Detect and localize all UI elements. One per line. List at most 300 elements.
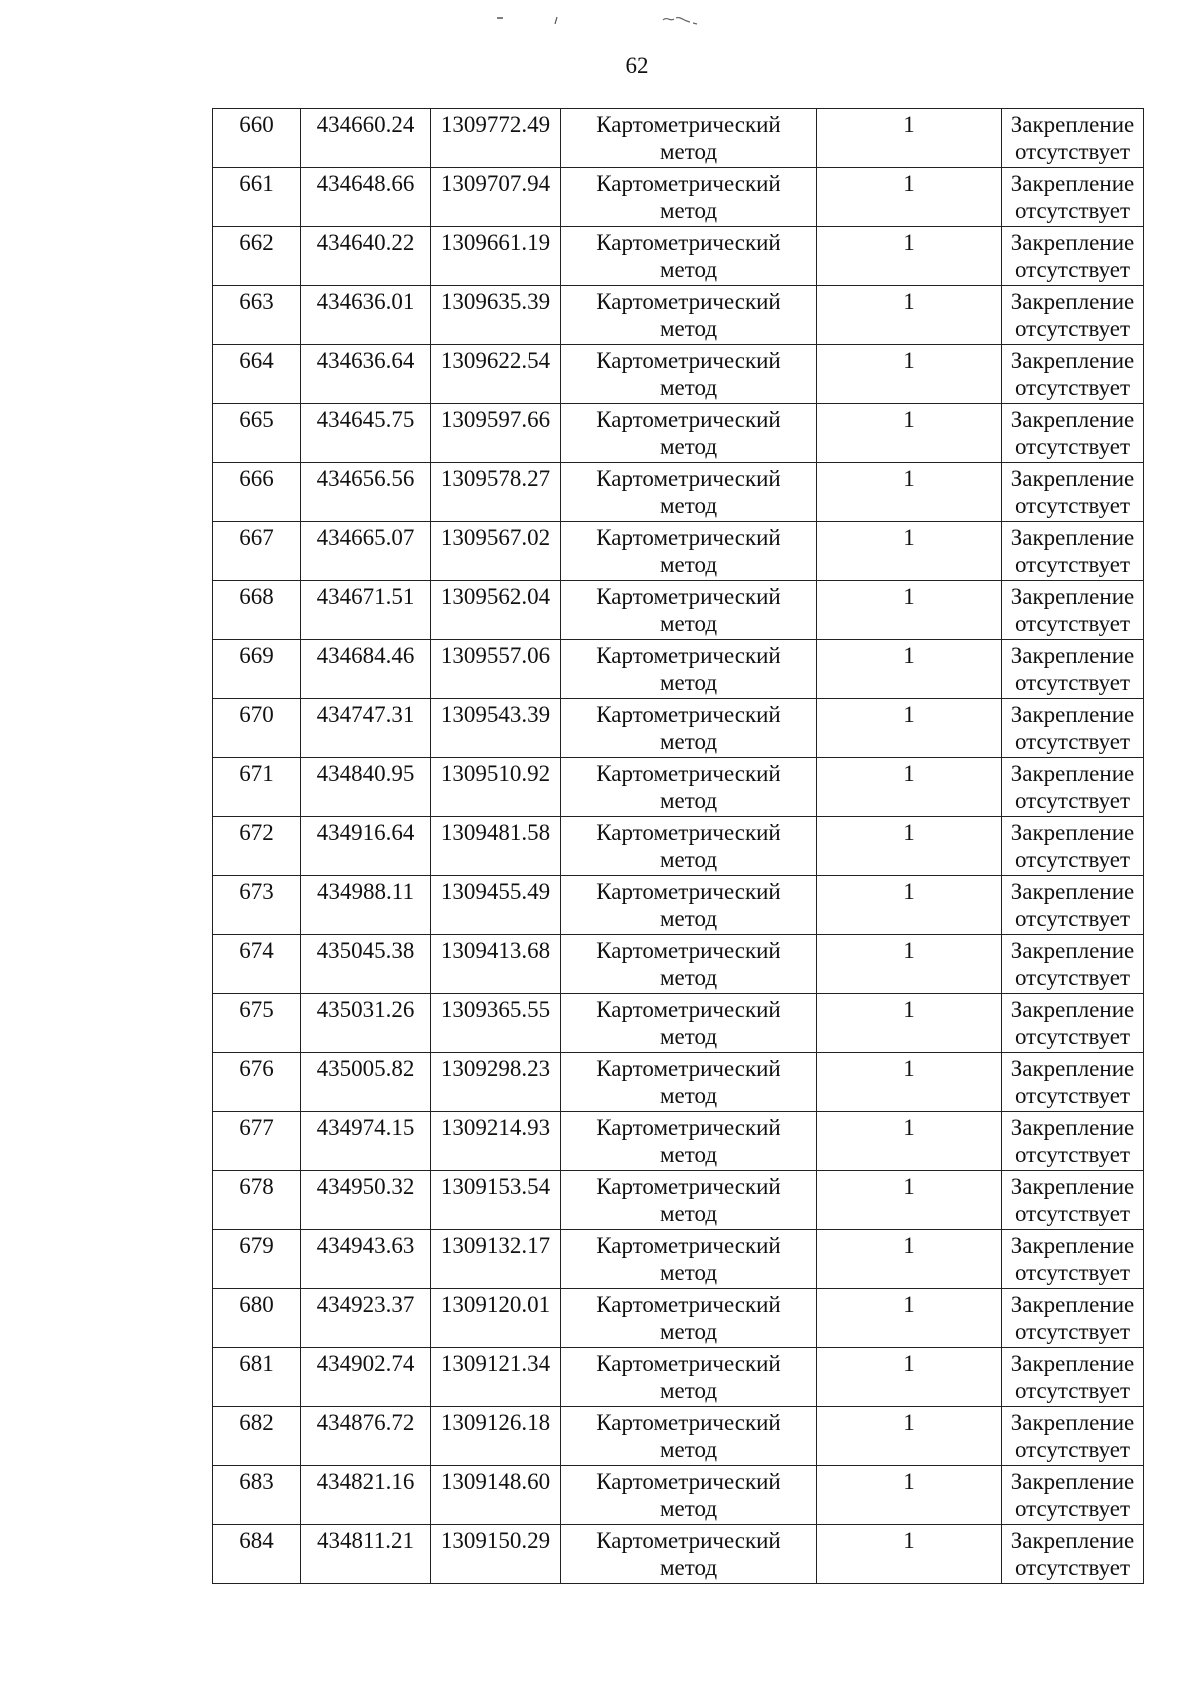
method-cell — [561, 109, 817, 168]
point-number-cell-text: 684 — [239, 1528, 274, 1553]
accuracy-cell — [817, 994, 1002, 1053]
method-cell-text: Картометрический — [596, 938, 781, 963]
method-cell-text: Картометрический — [596, 1351, 781, 1376]
fixation-cell — [1002, 463, 1144, 522]
fixation-cell — [1002, 994, 1144, 1053]
method-cell-text: Картометрический — [596, 525, 781, 550]
point-number-cell-text: 676 — [239, 1056, 274, 1081]
fixation-cell-text: Закрепление — [1010, 1469, 1135, 1494]
fixation-cell — [1002, 876, 1144, 935]
fixation-cell — [1002, 227, 1144, 286]
point-number-cell — [213, 345, 301, 404]
accuracy-cell-text: 1 — [903, 1410, 915, 1435]
method-cell — [561, 994, 817, 1053]
accuracy-cell — [817, 345, 1002, 404]
method-cell-text: Картометрический — [596, 1056, 781, 1081]
point-number-cell-text: 668 — [239, 584, 274, 609]
point-number-cell-text: 663 — [239, 289, 274, 314]
table-row — [213, 699, 1144, 758]
coordinate-x-cell-text: 434640.22 — [316, 230, 415, 255]
accuracy-cell-text: 1 — [903, 466, 915, 491]
point-number-cell — [213, 640, 301, 699]
point-number-cell — [213, 876, 301, 935]
coordinate-y-cell — [431, 227, 561, 286]
accuracy-cell — [817, 1171, 1002, 1230]
table-row — [213, 345, 1144, 404]
method-cell — [561, 286, 817, 345]
method-cell-text: Картометрический — [596, 289, 781, 314]
coordinate-y-cell-text: 1309661.19 — [440, 230, 551, 255]
coordinate-y-cell — [431, 876, 561, 935]
accuracy-cell — [817, 168, 1002, 227]
fixation-cell — [1002, 1289, 1144, 1348]
accuracy-cell-text: 1 — [903, 1351, 915, 1376]
method-cell-text: метод — [659, 316, 718, 341]
point-number-cell — [213, 581, 301, 640]
accuracy-cell-text: 1 — [903, 997, 915, 1022]
coordinate-x-cell — [301, 699, 431, 758]
point-number-cell-text: 683 — [239, 1469, 274, 1494]
method-cell — [561, 1289, 817, 1348]
method-cell — [561, 699, 817, 758]
method-cell — [561, 1053, 817, 1112]
point-number-cell-text: 679 — [239, 1233, 274, 1258]
fixation-cell-text: Закрепление — [1010, 820, 1135, 845]
point-number-cell-text: 667 — [239, 525, 274, 550]
point-number-cell-text: 680 — [239, 1292, 274, 1317]
coordinate-x-cell-text: 434902.74 — [316, 1351, 415, 1376]
coordinate-y-cell — [431, 168, 561, 227]
fixation-cell-text: отсутствует — [1014, 257, 1131, 282]
accuracy-cell — [817, 1112, 1002, 1171]
coordinate-y-cell — [431, 1171, 561, 1230]
coordinate-y-cell-text: 1309153.54 — [440, 1174, 551, 1199]
coordinate-y-cell — [431, 1348, 561, 1407]
coordinate-x-cell — [301, 1053, 431, 1112]
coordinate-x-cell-text: 434923.37 — [316, 1292, 415, 1317]
method-cell-text: метод — [659, 1024, 718, 1049]
coordinate-x-cell — [301, 935, 431, 994]
point-number-cell — [213, 758, 301, 817]
fixation-cell — [1002, 581, 1144, 640]
accuracy-cell-text: 1 — [903, 879, 915, 904]
fixation-cell-text: Закрепление — [1010, 1528, 1135, 1553]
point-number-cell — [213, 1171, 301, 1230]
coordinate-x-cell — [301, 522, 431, 581]
accuracy-cell — [817, 522, 1002, 581]
method-cell — [561, 1407, 817, 1466]
coordinate-x-cell — [301, 1466, 431, 1525]
fixation-cell — [1002, 1525, 1144, 1584]
point-number-cell — [213, 1348, 301, 1407]
method-cell-text: Картометрический — [596, 466, 781, 491]
method-cell-text: Картометрический — [596, 997, 781, 1022]
point-number-cell — [213, 1053, 301, 1112]
accuracy-cell-text: 1 — [903, 1115, 915, 1140]
coordinate-x-cell — [301, 1112, 431, 1171]
point-number-cell-text: 664 — [239, 348, 274, 373]
fixation-cell-text: отсутствует — [1014, 847, 1131, 872]
table-row — [213, 1466, 1144, 1525]
coordinate-x-cell-text: 434656.56 — [316, 466, 415, 491]
fixation-cell — [1002, 345, 1144, 404]
coordinate-y-cell — [431, 994, 561, 1053]
fixation-cell-text: отсутствует — [1014, 788, 1131, 813]
coordinate-y-cell — [431, 1053, 561, 1112]
coordinate-y-cell — [431, 1230, 561, 1289]
accuracy-cell — [817, 1407, 1002, 1466]
coordinate-x-cell-text: 434660.24 — [316, 112, 415, 137]
method-cell-text: Картометрический — [596, 230, 781, 255]
coordinate-x-cell-text: 435005.82 — [316, 1056, 415, 1081]
fixation-cell — [1002, 758, 1144, 817]
fixation-cell-text: Закрепление — [1010, 997, 1135, 1022]
table-row — [213, 168, 1144, 227]
point-number-cell — [213, 1407, 301, 1466]
point-number-cell-text: 674 — [239, 938, 274, 963]
point-number-cell-text: 662 — [239, 230, 274, 255]
table-row — [213, 1053, 1144, 1112]
coordinate-x-cell — [301, 286, 431, 345]
method-cell-text: метод — [659, 139, 718, 164]
coordinate-y-cell-text: 1309148.60 — [440, 1469, 551, 1494]
coordinate-x-cell-text: 434671.51 — [316, 584, 415, 609]
method-cell-text: метод — [659, 729, 718, 754]
fixation-cell-text: Закрепление — [1010, 1056, 1135, 1081]
point-number-cell — [213, 168, 301, 227]
method-cell — [561, 522, 817, 581]
method-cell-text: метод — [659, 1555, 718, 1580]
coordinate-y-cell — [431, 935, 561, 994]
accuracy-cell-text: 1 — [903, 761, 915, 786]
coordinate-x-cell — [301, 109, 431, 168]
method-cell-text: метод — [659, 1142, 718, 1167]
method-cell — [561, 935, 817, 994]
accuracy-cell-text: 1 — [903, 407, 915, 432]
coordinate-x-cell-text: 434950.32 — [316, 1174, 415, 1199]
coordinate-x-cell — [301, 1171, 431, 1230]
point-number-cell — [213, 817, 301, 876]
coordinate-y-cell-text: 1309772.49 — [440, 112, 551, 137]
coordinate-x-cell — [301, 1348, 431, 1407]
coordinate-y-cell-text: 1309413.68 — [440, 938, 551, 963]
coordinate-y-cell-text: 1309635.39 — [440, 289, 551, 314]
coordinate-y-cell-text: 1309543.39 — [440, 702, 551, 727]
method-cell-text: метод — [659, 1083, 718, 1108]
coordinate-x-cell — [301, 404, 431, 463]
method-cell-text: метод — [659, 1378, 718, 1403]
coordinate-y-cell — [431, 581, 561, 640]
accuracy-cell — [817, 1348, 1002, 1407]
point-number-cell — [213, 227, 301, 286]
coordinate-x-cell-text: 434645.75 — [316, 407, 415, 432]
point-number-cell-text: 673 — [239, 879, 274, 904]
method-cell-text: метод — [659, 1201, 718, 1226]
fixation-cell-text: Закрепление — [1010, 1174, 1135, 1199]
coordinate-y-cell — [431, 1466, 561, 1525]
method-cell — [561, 876, 817, 935]
table-row — [213, 1525, 1144, 1584]
coordinate-y-cell-text: 1309150.29 — [440, 1528, 551, 1553]
accuracy-cell — [817, 581, 1002, 640]
coordinate-x-cell-text: 434988.11 — [317, 879, 414, 904]
method-cell — [561, 404, 817, 463]
coordinate-x-cell — [301, 1289, 431, 1348]
accuracy-cell-text: 1 — [903, 702, 915, 727]
method-cell — [561, 1525, 817, 1584]
method-cell-text: метод — [659, 375, 718, 400]
fixation-cell — [1002, 640, 1144, 699]
coordinate-y-cell — [431, 404, 561, 463]
coordinate-x-cell-text: 434811.21 — [317, 1528, 414, 1553]
method-cell — [561, 581, 817, 640]
method-cell-text: Картометрический — [596, 348, 781, 373]
coordinate-x-cell — [301, 581, 431, 640]
point-number-cell-text: 681 — [239, 1351, 274, 1376]
method-cell-text: метод — [659, 847, 718, 872]
fixation-cell-text: отсутствует — [1014, 1201, 1131, 1226]
method-cell-text: Картометрический — [596, 879, 781, 904]
accuracy-cell — [817, 1289, 1002, 1348]
fixation-cell — [1002, 817, 1144, 876]
coordinate-x-cell-text: 434974.15 — [316, 1115, 415, 1140]
coordinate-x-cell — [301, 817, 431, 876]
table-row — [213, 1289, 1144, 1348]
coordinate-x-cell — [301, 640, 431, 699]
fixation-cell — [1002, 404, 1144, 463]
fixation-cell — [1002, 1171, 1144, 1230]
accuracy-cell — [817, 876, 1002, 935]
fixation-cell-text: отсутствует — [1014, 139, 1131, 164]
fixation-cell-text: Закрепление — [1010, 171, 1135, 196]
table-row — [213, 876, 1144, 935]
table-row — [213, 581, 1144, 640]
fixation-cell — [1002, 1053, 1144, 1112]
page-number: 62 — [625, 53, 649, 78]
accuracy-cell — [817, 286, 1002, 345]
coordinate-x-cell — [301, 463, 431, 522]
method-cell-text: метод — [659, 611, 718, 636]
accuracy-cell — [817, 699, 1002, 758]
fixation-cell-text: отсутствует — [1014, 552, 1131, 577]
point-number-cell — [213, 404, 301, 463]
coordinate-x-cell-text: 434747.31 — [316, 702, 415, 727]
fixation-cell-text: Закрепление — [1010, 1410, 1135, 1435]
fixation-cell-text: Закрепление — [1010, 643, 1135, 668]
table-row — [213, 1230, 1144, 1289]
accuracy-cell — [817, 935, 1002, 994]
accuracy-cell-text: 1 — [903, 1469, 915, 1494]
method-cell-text: Картометрический — [596, 1115, 781, 1140]
method-cell-text: метод — [659, 788, 718, 813]
method-cell-text: метод — [659, 198, 718, 223]
method-cell — [561, 1348, 817, 1407]
point-number-cell-text: 670 — [239, 702, 274, 727]
accuracy-cell — [817, 1053, 1002, 1112]
coordinate-y-cell-text: 1309567.02 — [440, 525, 551, 550]
coordinate-y-cell-text: 1309126.18 — [440, 1410, 551, 1435]
method-cell-text: метод — [659, 1496, 718, 1521]
method-cell-text: Картометрический — [596, 643, 781, 668]
point-number-cell-text: 665 — [239, 407, 274, 432]
fixation-cell — [1002, 1230, 1144, 1289]
method-cell-text: метод — [659, 965, 718, 990]
coordinate-y-cell-text: 1309707.94 — [440, 171, 551, 196]
method-cell-text: Картометрический — [596, 1469, 781, 1494]
method-cell — [561, 168, 817, 227]
point-number-cell — [213, 1230, 301, 1289]
accuracy-cell — [817, 758, 1002, 817]
coordinate-x-cell-text: 434916.64 — [316, 820, 415, 845]
table-row — [213, 758, 1144, 817]
fixation-cell-text: отсутствует — [1014, 906, 1131, 931]
fixation-cell-text: Закрепление — [1010, 1351, 1135, 1376]
fixation-cell — [1002, 935, 1144, 994]
method-cell — [561, 463, 817, 522]
fixation-cell-text: отсутствует — [1014, 670, 1131, 695]
coordinate-x-cell — [301, 1525, 431, 1584]
coordinate-x-cell-text: 435031.26 — [316, 997, 415, 1022]
coordinate-y-cell-text: 1309481.58 — [440, 820, 551, 845]
coordinate-y-cell-text: 1309622.54 — [440, 348, 551, 373]
table-row — [213, 994, 1144, 1053]
fixation-cell-text: отсутствует — [1014, 729, 1131, 754]
fixation-cell-text: отсутствует — [1014, 1142, 1131, 1167]
fixation-cell — [1002, 522, 1144, 581]
accuracy-cell — [817, 227, 1002, 286]
point-number-cell — [213, 463, 301, 522]
point-number-cell-text: 672 — [239, 820, 274, 845]
accuracy-cell-text: 1 — [903, 112, 915, 137]
method-cell — [561, 1466, 817, 1525]
point-number-cell-text: 660 — [239, 112, 274, 137]
accuracy-cell-text: 1 — [903, 525, 915, 550]
coordinate-x-cell-text: 434684.46 — [316, 643, 415, 668]
table-row — [213, 463, 1144, 522]
method-cell-text: Картометрический — [596, 820, 781, 845]
coordinate-y-cell — [431, 286, 561, 345]
coordinate-x-cell-text: 434636.64 — [316, 348, 415, 373]
table-row — [213, 109, 1144, 168]
coordinate-y-cell-text: 1309597.66 — [440, 407, 551, 432]
fixation-cell-text: Закрепление — [1010, 761, 1135, 786]
fixation-cell-text: отсутствует — [1014, 1378, 1131, 1403]
method-cell-text: метод — [659, 670, 718, 695]
fixation-cell-text: отсутствует — [1014, 1083, 1131, 1108]
point-number-cell — [213, 994, 301, 1053]
table-row — [213, 640, 1144, 699]
fixation-cell-text: Закрепление — [1010, 525, 1135, 550]
point-number-cell-text: 661 — [239, 171, 274, 196]
method-cell-text: метод — [659, 1260, 718, 1285]
method-cell-text: Картометрический — [596, 702, 781, 727]
point-number-cell — [213, 1466, 301, 1525]
point-number-cell — [213, 935, 301, 994]
fixation-cell-text: отсутствует — [1014, 611, 1131, 636]
fixation-cell-text: отсутствует — [1014, 1496, 1131, 1521]
fixation-cell-text: отсутствует — [1014, 965, 1131, 990]
point-number-cell — [213, 522, 301, 581]
accuracy-cell — [817, 404, 1002, 463]
fixation-cell-text: отсутствует — [1014, 316, 1131, 341]
coordinate-y-cell-text: 1309132.17 — [440, 1233, 551, 1258]
method-cell-text: Картометрический — [596, 761, 781, 786]
coordinate-y-cell — [431, 1525, 561, 1584]
coordinate-y-cell-text: 1309455.49 — [440, 879, 551, 904]
method-cell-text: метод — [659, 434, 718, 459]
coordinate-x-cell — [301, 227, 431, 286]
method-cell-text: метод — [659, 1437, 718, 1462]
accuracy-cell — [817, 817, 1002, 876]
fixation-cell-text: отсутствует — [1014, 1260, 1131, 1285]
coordinate-y-cell-text: 1309120.01 — [440, 1292, 551, 1317]
point-number-cell — [213, 109, 301, 168]
coordinate-y-cell — [431, 699, 561, 758]
coordinate-x-cell-text: 434648.66 — [316, 171, 415, 196]
point-number-cell-text: 671 — [239, 761, 274, 786]
point-number-cell-text: 677 — [239, 1115, 274, 1140]
method-cell-text: Картометрический — [596, 1410, 781, 1435]
coordinate-x-cell-text: 434943.63 — [316, 1233, 415, 1258]
fixation-cell — [1002, 286, 1144, 345]
fixation-cell-text: Закрепление — [1010, 702, 1135, 727]
coordinate-x-cell — [301, 168, 431, 227]
accuracy-cell — [817, 109, 1002, 168]
accuracy-cell-text: 1 — [903, 1528, 915, 1553]
accuracy-cell — [817, 640, 1002, 699]
coordinate-x-cell — [301, 758, 431, 817]
coordinate-x-cell-text: 435045.38 — [316, 938, 415, 963]
method-cell-text: метод — [659, 257, 718, 282]
method-cell-text: метод — [659, 906, 718, 931]
accuracy-cell-text: 1 — [903, 643, 915, 668]
method-cell — [561, 817, 817, 876]
coordinate-y-cell-text: 1309121.34 — [440, 1351, 551, 1376]
table-row — [213, 1112, 1144, 1171]
accuracy-cell-text: 1 — [903, 938, 915, 963]
point-number-cell — [213, 1525, 301, 1584]
table-row — [213, 522, 1144, 581]
method-cell — [561, 1112, 817, 1171]
fixation-cell — [1002, 1112, 1144, 1171]
accuracy-cell-text: 1 — [903, 1292, 915, 1317]
method-cell-text: Картометрический — [596, 1174, 781, 1199]
coordinate-x-cell-text: 434665.07 — [316, 525, 415, 550]
point-number-cell-text: 682 — [239, 1410, 274, 1435]
coordinate-y-cell-text: 1309557.06 — [440, 643, 551, 668]
method-cell-text: Картометрический — [596, 1528, 781, 1553]
fixation-cell-text: Закрепление — [1010, 289, 1135, 314]
fixation-cell — [1002, 699, 1144, 758]
method-cell — [561, 1230, 817, 1289]
fixation-cell-text: Закрепление — [1010, 230, 1135, 255]
fixation-cell-text: отсутствует — [1014, 1319, 1131, 1344]
method-cell — [561, 1171, 817, 1230]
fixation-cell-text: отсутствует — [1014, 1437, 1131, 1462]
fixation-cell-text: отсутствует — [1014, 375, 1131, 400]
accuracy-cell-text: 1 — [903, 1233, 915, 1258]
table-row — [213, 286, 1144, 345]
accuracy-cell-text: 1 — [903, 230, 915, 255]
method-cell — [561, 758, 817, 817]
coordinate-y-cell-text: 1309365.55 — [440, 997, 551, 1022]
fixation-cell — [1002, 109, 1144, 168]
accuracy-cell-text: 1 — [903, 348, 915, 373]
coordinate-y-cell-text: 1309214.93 — [440, 1115, 551, 1140]
fixation-cell-text: отсутствует — [1014, 434, 1131, 459]
method-cell-text: метод — [659, 552, 718, 577]
point-number-cell — [213, 699, 301, 758]
